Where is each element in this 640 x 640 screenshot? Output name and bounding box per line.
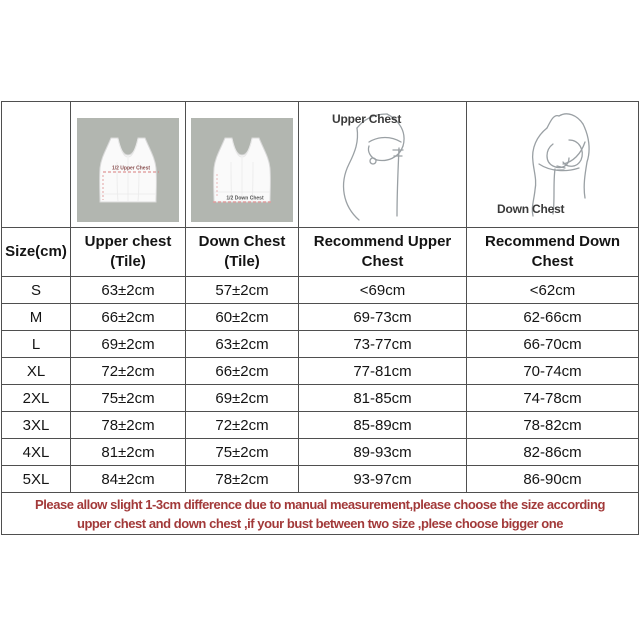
rec-upper-cell: 73-77cm: [299, 331, 467, 358]
empty-corner-cell: [2, 102, 71, 228]
down-tile-cell: 78±2cm: [186, 466, 299, 493]
images-row: [2, 102, 639, 228]
rec-upper-cell: 85-89cm: [299, 412, 467, 439]
size-cell: 3XL: [2, 412, 71, 439]
down-tile-cell: 66±2cm: [186, 358, 299, 385]
table-row-xl: [2, 358, 639, 385]
rec-upper-cell: 93-97cm: [299, 466, 467, 493]
down-vest-caption: 1/2 Down Chest: [226, 195, 264, 202]
measurement-note: [2, 493, 639, 535]
header-size: Size(cm): [2, 228, 71, 277]
size-cell: L: [2, 331, 71, 358]
upper-tile-cell: 75±2cm: [71, 385, 186, 412]
rec-upper-cell: 81-85cm: [299, 385, 467, 412]
down-chest-photo-cell: [186, 102, 299, 228]
down-tile-cell: 72±2cm: [186, 412, 299, 439]
header-upper-chest-tile: Upper chest (Tile): [71, 228, 186, 277]
header-recommend-down-chest: Recommend Down Chest: [467, 228, 639, 277]
down-tile-cell: 60±2cm: [186, 304, 299, 331]
upper-tile-cell: 81±2cm: [71, 439, 186, 466]
vest-back-illustration: [191, 118, 293, 222]
rec-down-cell: 78-82cm: [467, 412, 639, 439]
down-chest-measure-cell: [467, 102, 639, 228]
rec-down-cell: 62-66cm: [467, 304, 639, 331]
down-tile-cell: 75±2cm: [186, 439, 299, 466]
upper-chest-measure-cell: [299, 102, 467, 228]
rec-down-cell: 86-90cm: [467, 466, 639, 493]
vest-front-illustration: [77, 118, 179, 222]
upper-tile-cell: 84±2cm: [71, 466, 186, 493]
upper-chest-photo-cell: [71, 102, 186, 228]
upper-vest-caption: 1/2 Upper Chest: [111, 165, 151, 172]
rec-upper-cell: 69-73cm: [299, 304, 467, 331]
note-row: [2, 493, 639, 535]
down-tile-cell: 69±2cm: [186, 385, 299, 412]
rec-upper-cell: <69cm: [299, 277, 467, 304]
table-row-m: [2, 304, 639, 331]
header-down-chest-tile: Down Chest (Tile): [186, 228, 299, 277]
table-row-4xl: [2, 439, 639, 466]
size-cell: 5XL: [2, 466, 71, 493]
upper-chest-label: Upper Chest: [332, 112, 402, 126]
upper-tile-cell: 66±2cm: [71, 304, 186, 331]
size-cell: 2XL: [2, 385, 71, 412]
down-tile-cell: 57±2cm: [186, 277, 299, 304]
note-line-2: upper chest and down chest ,if your bust between two size ,plese choose bigger one: [76, 515, 564, 531]
rec-down-cell: 82-86cm: [467, 439, 639, 466]
size-cell: XL: [2, 358, 71, 385]
table-row-l: [2, 331, 639, 358]
size-cell: S: [2, 277, 71, 304]
upper-chest-measure-figure: [299, 102, 466, 227]
note-line-1: Please allow slight 1-3cm difference due to manual measurement,please choose the size according: [35, 496, 605, 512]
table-row-3xl: [2, 412, 639, 439]
rec-upper-cell: 89-93cm: [299, 439, 467, 466]
table-row-2xl: [2, 385, 639, 412]
rec-down-cell: 66-70cm: [467, 331, 639, 358]
down-chest-measure-figure: [467, 102, 638, 227]
rec-upper-cell: 77-81cm: [299, 358, 467, 385]
header-recommend-upper-chest: Recommend Upper Chest: [299, 228, 467, 277]
vest-front-photo: [77, 118, 179, 222]
upper-tile-cell: 78±2cm: [71, 412, 186, 439]
rec-down-cell: 74-78cm: [467, 385, 639, 412]
upper-tile-cell: 63±2cm: [71, 277, 186, 304]
down-tile-cell: 63±2cm: [186, 331, 299, 358]
upper-tile-cell: 72±2cm: [71, 358, 186, 385]
table-row-5xl: [2, 466, 639, 493]
upper-tile-cell: 69±2cm: [71, 331, 186, 358]
vest-back-photo: [191, 118, 293, 222]
rec-down-cell: <62cm: [467, 277, 639, 304]
table-row-s: [2, 277, 639, 304]
size-cell: M: [2, 304, 71, 331]
size-table: [1, 101, 639, 535]
size-cell: 4XL: [2, 439, 71, 466]
down-chest-label: Down Chest: [497, 202, 565, 216]
table-header-row: [2, 228, 639, 277]
rec-down-cell: 70-74cm: [467, 358, 639, 385]
